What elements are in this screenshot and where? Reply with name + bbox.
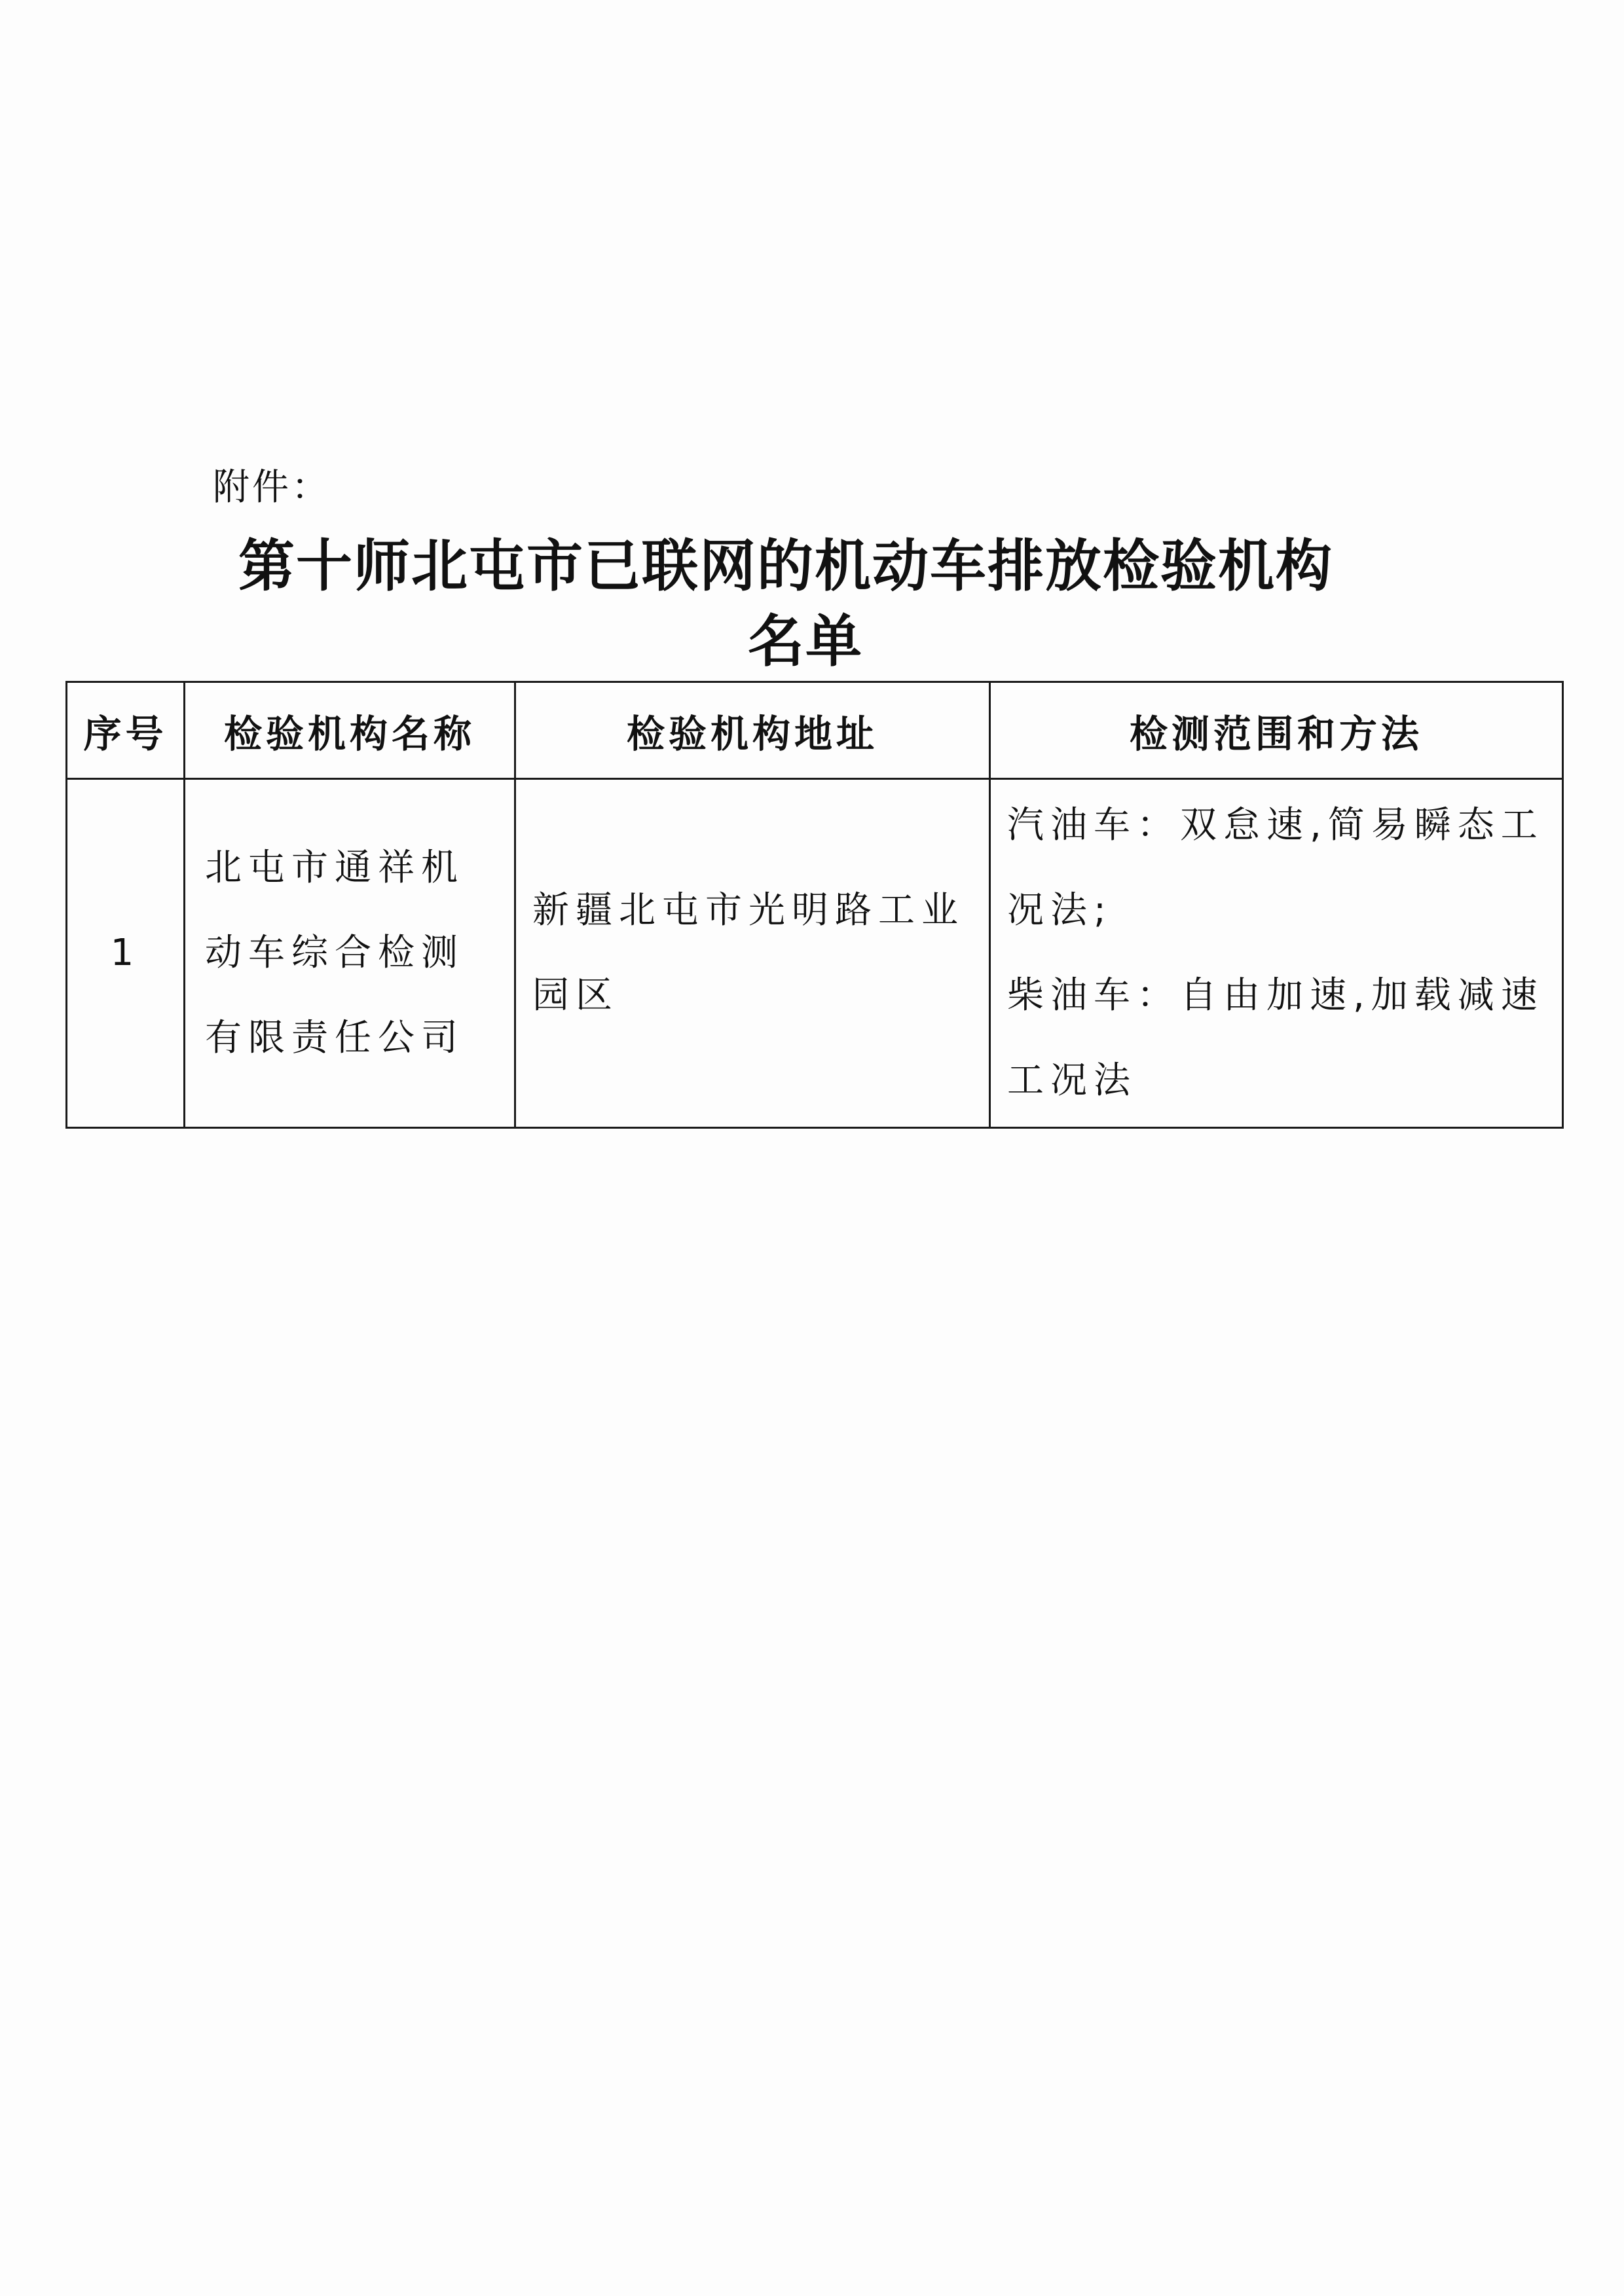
header-serial-number: 序号 bbox=[67, 682, 185, 779]
cell-agency-name: 北屯市通祥机动车综合检测有限责任公司 bbox=[185, 779, 515, 1128]
document-title-line1: 第十师北屯市已联网的机动车排放检验机构 bbox=[238, 533, 1333, 599]
attachment-label: 附件： bbox=[213, 466, 331, 509]
header-agency-address: 检验机构地址 bbox=[515, 682, 990, 779]
header-agency-name: 检验机构名称 bbox=[185, 682, 515, 779]
cell-serial-number: 1 bbox=[67, 779, 185, 1128]
table-header-row bbox=[67, 682, 1563, 779]
header-scope-and-method: 检测范围和方法 bbox=[990, 682, 1563, 779]
scope-gasoline: 汽油车：双怠速,简易瞬态工况法; bbox=[1007, 804, 1544, 932]
table-row bbox=[67, 779, 1563, 1128]
cell-agency-address: 新疆北屯市光明路工业园区 bbox=[515, 779, 990, 1128]
scope-diesel: 柴油车：自由加速,加载减速工况法 bbox=[1007, 974, 1544, 1102]
inspection-agency-table bbox=[65, 681, 1564, 1129]
document-title-line2: 名单 bbox=[748, 608, 863, 674]
cell-scope-and-method bbox=[990, 779, 1563, 1128]
